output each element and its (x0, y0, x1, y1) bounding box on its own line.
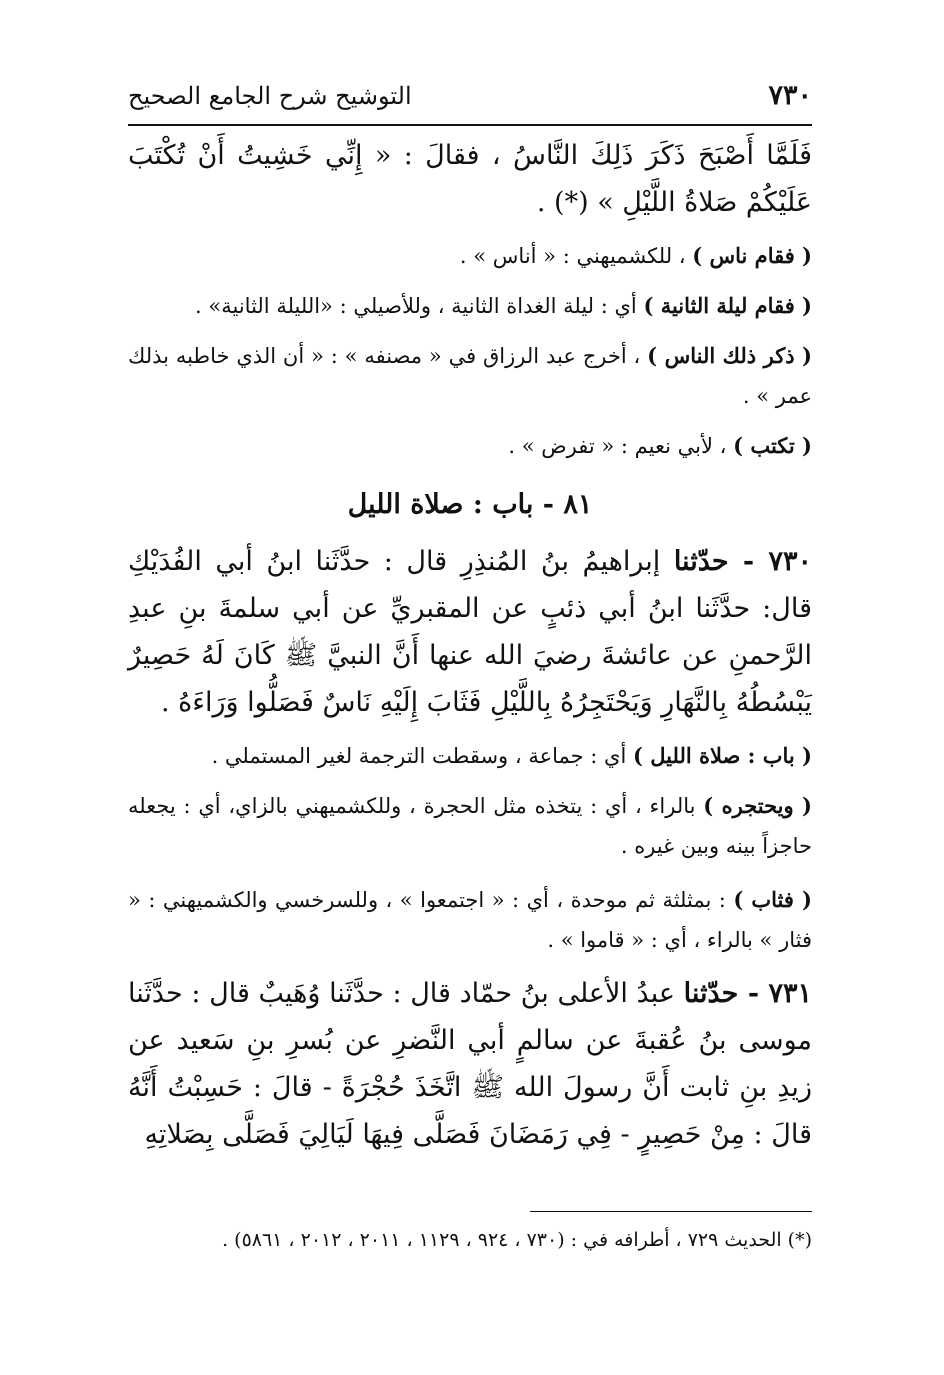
running-title: التوشيح شرح الجامع الصحيح (128, 82, 412, 110)
commentary-note: ( فثاب ) : بمثلثة ثم موحدة ، أي : « اجتمعوا » ، وللسرخسي والكشميهني : « فثار » بالراء ، أي : « قاموا » . (128, 887, 812, 952)
commentary-note: ( فقام ناس ) ، للكشميهني : « أناس » . (459, 243, 812, 268)
footnote: (*) الحديث ٧٢٩ ، أطرافه في : (٧٣٠ ، ٩٢٤ ، ١١٢٩ ، ٢٠١١ ، ٢٠١٢ ، ٥٨٦١) . (222, 1229, 812, 1251)
commentary-note: ( ذكر ذلك الناس ) ، أخرج عبد الرزاق في « مصنفه » : « أن الذي خاطبه بذلك عمر » . (128, 343, 812, 408)
hadith-text-continuation: فَلَمَّا أَصْبَحَ ذَكَرَ ذَلِكَ النَّاسُ ، فقالَ : « إِنِّي خَشِيتُ أَنْ تُكْتَبَ عَلَيْكُمْ صَلاةُ اللَّيْلِ » (*) . (128, 140, 812, 218)
hadith-730: ٧٣٠ - حدّثنا إبراهيمُ بنُ المُنذِرِ قال : حدَّثَنا ابنُ أبي الفُدَيْكِ قال: حدَّثَنا ابنُ أبي ذئبٍ عن المقبريِّ عن أبي سلمةَ بنِ عبدِ الرَّحمنِ عن عائشةَ رضيَ الله عنها أَنَّ النبيَّ ﷺ كَانَ لَهُ حَصِيرٌ يَبْسُطُهُ بِالنَّهَارِ وَيَحْتَجِرُهُ بِاللَّيْلِ فَثَابَ إِلَيْهِ نَاسٌ فَصَلُّوا وَرَاءَهُ . (128, 546, 813, 718)
main-text (128, 132, 812, 1158)
page-number: ٧٣٠ (768, 80, 812, 111)
commentary-note: ( باب : صلاة الليل ) أي : جماعة ، وسقطت الترجمة لغير المستملي . (211, 743, 812, 768)
page-header (128, 74, 812, 124)
chapter-heading: ٨١ - باب : صلاة الليل (347, 489, 593, 520)
commentary-note: ( تكتب ) ، لأبي نعيم : « تفرض » . (508, 433, 812, 458)
commentary-note: ( فقام ليلة الثانية ) أي : ليلة الغداة الثانية ، وللأصيلي : «الليلة الثانية» . (195, 293, 812, 318)
commentary-note: ( ويحتجره ) بالراء ، أي : يتخذه مثل الحجرة ، وللكشميهني بالزاي، أي : يجعله حاجزاً بينه وبين غيره . (128, 793, 812, 858)
header-rule (128, 124, 812, 126)
hadith-731: ٧٣١ - حدّثنا عبدُ الأعلى بنُ حمّاد قال : حدَّثَنا وُهَيبٌ قال : حدَّثَنا موسى بنُ عُقبةَ عن سالمٍ أبي النَّضرِ عن بُسرِ بنِ سَعيد عن زيدِ بنِ ثابت أَنَّ رسولَ الله ﷺ اتَّخَذَ حُجْرَةً - قالَ : حَسِبْتُ أَنَّهُ قالَ : مِنْ حَصِيرٍ - فِي رَمَضَانَ فَصَلَّى فِيهَا لَيَالِيَ فَصَلَّى بِصَلاتِهِ (128, 978, 813, 1150)
footnote-rule (530, 1211, 812, 1212)
